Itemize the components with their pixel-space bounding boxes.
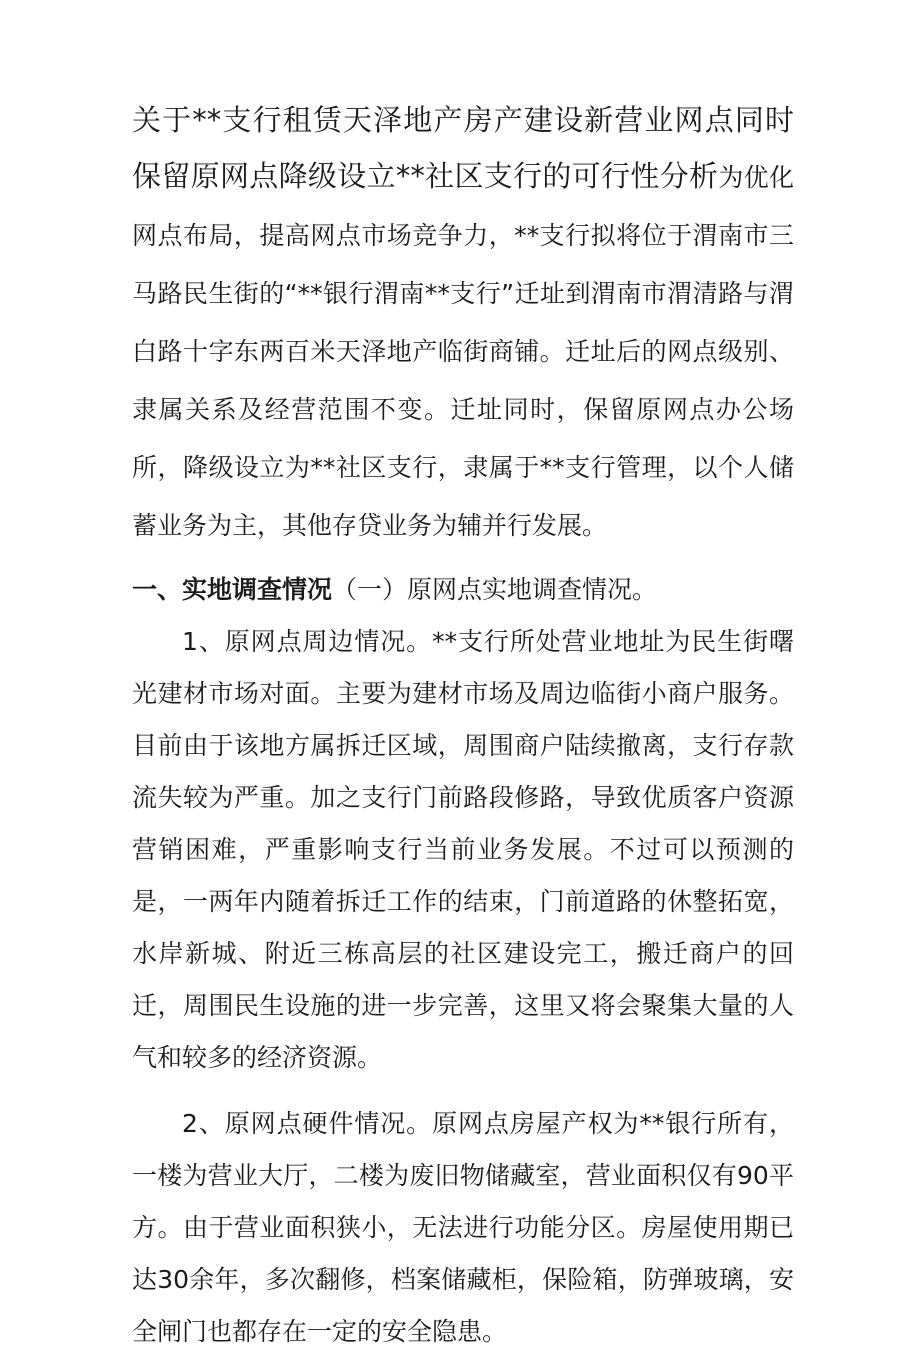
paragraph-surroundings: 1、原网点周边情况。**支行所处营业地址为民生街曙光建材市场对面。主要为建材市场及周边临街小商户服务。目前由于该地方属拆迁区域，周围商户陆续撤离，支行存款流失较为严重。加之支行门前路段修路，导致优质客户资源营销困难，严重影响支行当前业务发展。不过可以预测的是，一两年内随着拆迁工作的结束，门前道路的休整拓宽，水岸新城、附近三栋高层的社区建设完工，搬迁商户的回迁，周围民生设施的进一步完善，这里又将会聚集大量的人气和较多的经济资源。 (132, 627, 794, 1072)
section-heading: 一、实地调查情况 (132, 575, 333, 604)
section-heading-line (132, 564, 794, 616)
paragraph-hardware: 2、原网点硬件情况。原网点房屋产权为**银行所有，一楼为营业大厅，二楼为废旧物储藏室，营业面积仅有90平方。由于营业面积狭小，无法进行功能分区。房屋使用期已达30余年，多次翻修，档案储藏柜，保险箱，防弹玻璃，安全闸门也都存在一定的安全隐患。 (132, 1109, 794, 1346)
intro-text: 为优化网点布局，提高网点市场竞争力，**支行拟将位于渭南市三马路民生街的“**银行渭南**支行”迁址到渭南市渭清路与渭白路十字东两百米天泽地产临街商铺。迁址后的网点级别、隶属关系及经营范围不变。迁址同时，保留原网点办公场所，降级设立为**社区支行，隶属于**支行管理，以个人储蓄业务为主，其他存贷业务为辅并行发展。 (132, 163, 794, 540)
document-title-block (132, 92, 794, 554)
document-page (132, 92, 794, 1358)
subsection-heading: （一）原网点实地调查情况。 (332, 575, 658, 604)
document-title: 关于**支行租赁天泽地产房产建设新营业网点同时保留原网点降级设立**社区支行的可行性分析 (132, 103, 794, 193)
